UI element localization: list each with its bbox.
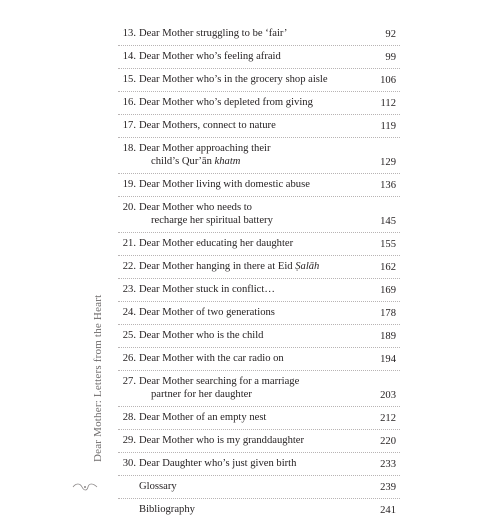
toc-entry: [118, 197, 400, 233]
entry-title: Bibliography: [139, 504, 195, 515]
entry-page: 178: [380, 308, 396, 319]
toc-entry: [118, 115, 400, 138]
entry-title: [139, 142, 359, 168]
entry-title-line1: Dear Mother searching for a marriage: [139, 376, 300, 387]
toc-entry: [118, 46, 400, 69]
entry-number: 27.: [122, 376, 136, 387]
toc-entry: [118, 407, 400, 430]
entry-title: Dear Mother who is my granddaughter: [139, 435, 305, 446]
toc-entry: [118, 174, 400, 197]
entry-title-line1: Dear Mother approaching their: [139, 143, 271, 154]
entry-title: Dear Mother of two generations: [139, 307, 275, 318]
entry-title: Dear Mother who’s feeling afraid: [139, 51, 281, 62]
table-of-contents: [118, 23, 400, 521]
entry-number: 21.: [122, 238, 136, 249]
entry-number: 16.: [122, 97, 136, 108]
entry-page: 239: [380, 482, 396, 493]
entry-page: 169: [380, 285, 396, 296]
entry-title-line2: [139, 155, 359, 168]
entry-number: 15.: [122, 74, 136, 85]
entry-page: 189: [380, 331, 396, 342]
toc-entry: [118, 430, 400, 453]
entry-title: Dear Mother struggling to be ‘fair’: [139, 28, 288, 39]
toc-entry: [118, 23, 400, 46]
entry-page: 112: [380, 98, 396, 109]
entry-title-line2: partner for her daughter: [151, 389, 252, 400]
ornament-icon: [72, 482, 98, 492]
entry-page: 241: [380, 505, 396, 516]
entry-title-italic: khatm: [214, 156, 241, 167]
entry-page: 119: [380, 121, 396, 132]
entry-title-italic: Ṣalāh: [295, 261, 320, 272]
toc-entry: [118, 302, 400, 325]
toc-entry: [118, 256, 400, 279]
entry-number: 17.: [122, 120, 136, 131]
entry-page: 92: [385, 29, 396, 40]
entry-page: 233: [380, 459, 396, 470]
running-head: Dear Mother: Letters from the Heart: [92, 294, 104, 462]
entry-number: 22.: [122, 261, 136, 272]
entry-page: 136: [380, 180, 396, 191]
entry-title: Dear Mother who’s in the grocery shop aisle: [139, 74, 328, 85]
toc-entry: [118, 371, 400, 407]
toc-entry-glossary: [118, 476, 400, 499]
entry-title: Dear Daughter who’s just given birth: [139, 458, 297, 469]
entry-number: 18.: [122, 143, 136, 154]
entry-title: Dear Mother educating her daughter: [139, 238, 294, 249]
entry-number: 20.: [122, 202, 136, 213]
entry-number: 25.: [122, 330, 136, 341]
entry-page: 203: [380, 390, 396, 401]
entry-title-line1: Dear Mother who needs to: [139, 202, 252, 213]
toc-entry: [118, 325, 400, 348]
entry-number: 19.: [122, 179, 136, 190]
toc-entry: [118, 69, 400, 92]
toc-entry: [118, 348, 400, 371]
entry-page: 99: [385, 52, 396, 63]
entry-number: 23.: [122, 284, 136, 295]
toc-entry: [118, 138, 400, 174]
entry-page: 129: [380, 157, 396, 168]
entry-page: 220: [380, 436, 396, 447]
entry-number: 28.: [122, 412, 136, 423]
entry-title: Dear Mother stuck in conflict…: [139, 284, 275, 295]
entry-title-line2: recharge her spiritual battery: [151, 215, 273, 226]
toc-entry: [118, 233, 400, 256]
entry-number: 30.: [122, 458, 136, 469]
entry-title: Dear Mother living with domestic abuse: [139, 179, 310, 190]
entry-title-line2-text: child’s Qurʼān: [151, 156, 215, 167]
entry-title: Dear Mother with the car radio on: [139, 353, 284, 364]
toc-entry: [118, 92, 400, 115]
entry-page: 194: [380, 354, 396, 365]
entry-number: 14.: [122, 51, 136, 62]
toc-entry: [118, 279, 400, 302]
entry-title: Dear Mother who is the child: [139, 330, 264, 341]
entry-page: 212: [380, 413, 396, 424]
entry-page: 106: [380, 75, 396, 86]
entry-title: [139, 375, 359, 401]
entry-number: 24.: [122, 307, 136, 318]
entry-title: Dear Mother who’s depleted from giving: [139, 97, 313, 108]
entry-number: 29.: [122, 435, 136, 446]
entry-page: 162: [380, 262, 396, 273]
entry-page: 155: [380, 239, 396, 250]
entry-title: Glossary: [139, 481, 177, 492]
entry-number: 26.: [122, 353, 136, 364]
entry-number: 13.: [122, 28, 136, 39]
entry-title: Dear Mothers, connect to nature: [139, 120, 276, 131]
entry-title: [139, 201, 359, 227]
toc-entry-bibliography: [118, 499, 400, 521]
entry-page: 145: [380, 216, 396, 227]
entry-title: Dear Mother of an empty nest: [139, 412, 267, 423]
toc-entry: [118, 453, 400, 476]
entry-title-text: Dear Mother hanging in there at Eid: [139, 261, 296, 272]
entry-title: [139, 260, 359, 273]
